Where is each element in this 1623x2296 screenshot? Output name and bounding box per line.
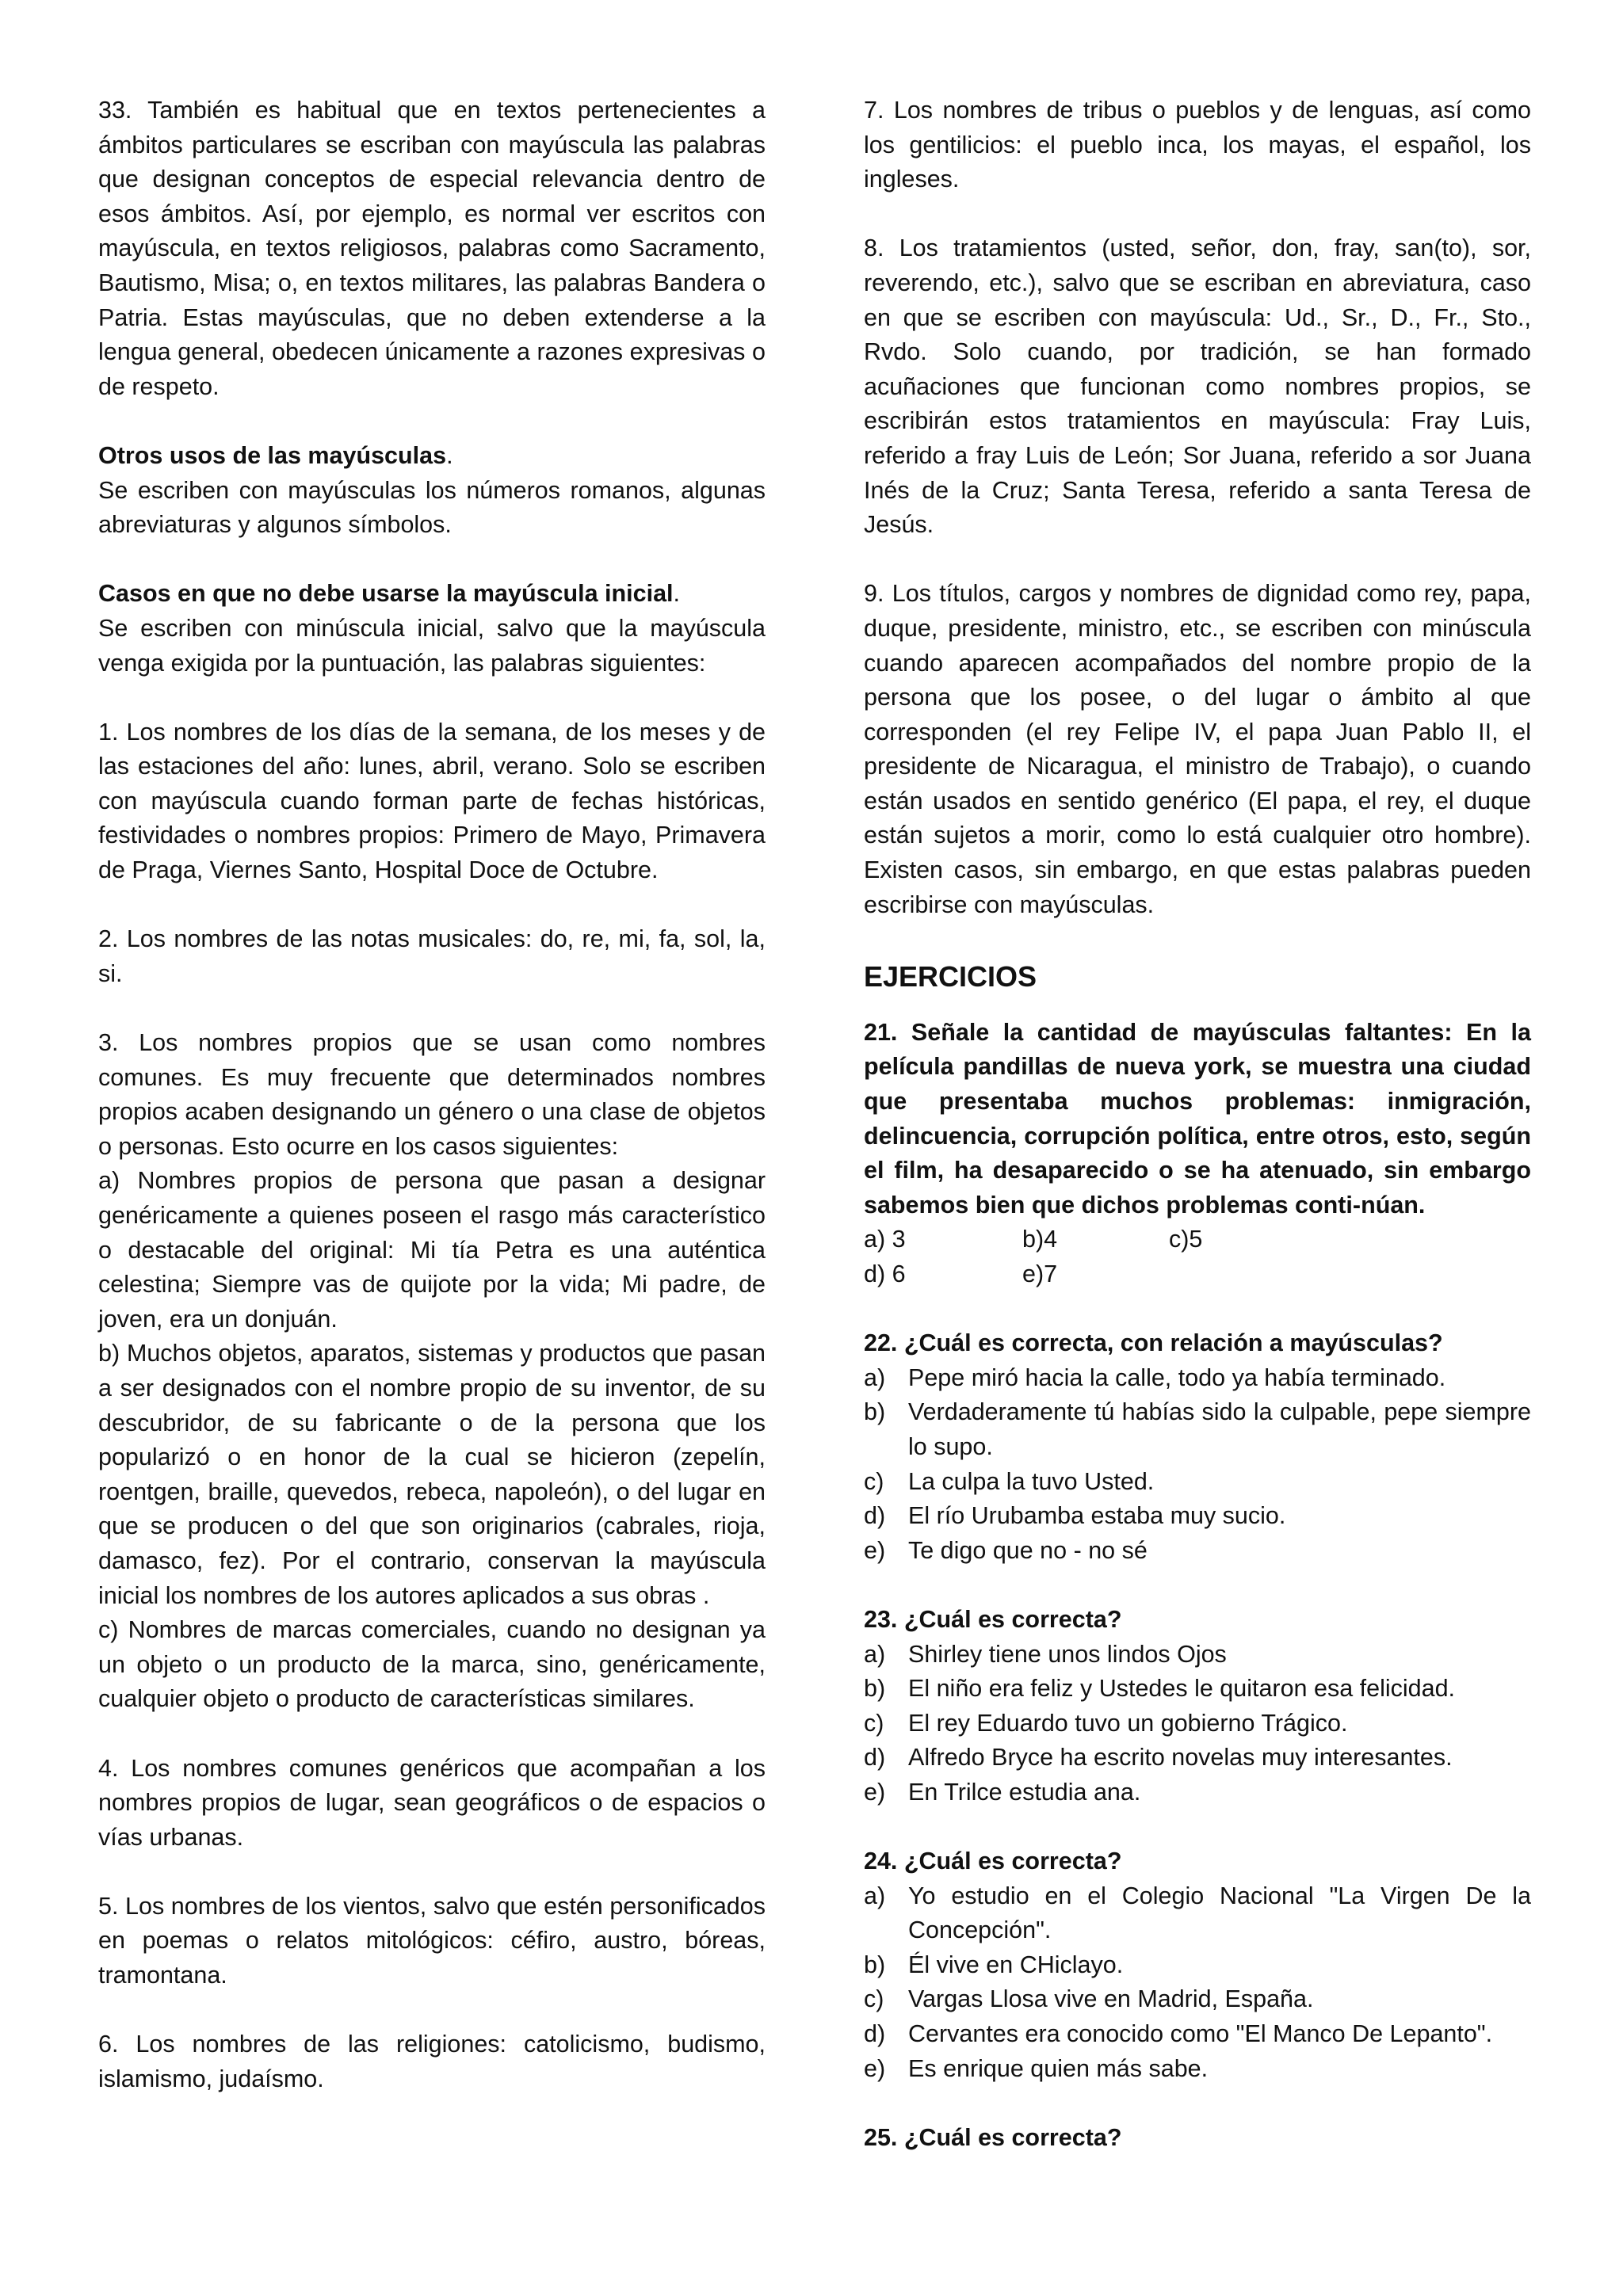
otros-usos-heading: Otros usos de las mayúsculas. [98,441,453,469]
item-3c: c) Nombres de marcas comerciales, cuando no designan ya un objeto o un producto de la marca, sino, genéricamente, cualquier objeto o producto de características similares. [98,1616,766,1713]
options-row-1 [864,1222,1531,1257]
option-a[interactable] [864,1879,1531,1948]
option-label: b) [864,1951,886,1978]
option-label: a) [864,1640,886,1668]
option-d[interactable] [864,2017,1531,2052]
question-21: 21. Señale la cantidad de mayúsculas faltantes: En la película pandillas de nueva york, se muestra una ciudad que presentaba muchos problemas: inmigración, delincuencia, corrupción política, entre otros, esto, según el film, ha desaparecido o se ha atenuado, sin embargo sabemos bien que dichos problemas conti-núan. [864,1018,1531,1219]
left-column [98,93,766,2131]
option-text: La culpa la tuvo Usted. [908,1467,1155,1495]
option-label: c) [864,1467,884,1495]
question-22: 22. ¿Cuál es correcta, con relación a mayúsculas? [864,1329,1443,1357]
options-row-2 [864,1257,1531,1292]
option-a[interactable] [864,1638,1531,1672]
option-d[interactable] [864,1741,1531,1775]
option-text: En Trilce estudia ana. [908,1778,1141,1806]
item-9: 9. Los títulos, cargos y nombres de dignidad como rey, papa, duque, presidente, ministro, etc., se escriben con minúscula cuando aparecen acompañados del nombre propio de la persona que los posee, o del lugar o ámbito al que corresponden (el rey Felipe IV, el papa Juan Pablo II, el presidente de Nicaragua, el ministro de Trabajo), o cuando están usados en sentido genérico (El papa, el rey, el duque están sujetos a morir, como lo está cualquier otro hombre). Existen casos, sin embargo, en que estas palabras pueden escribirse con mayúsculas. [864,580,1531,918]
option-text: El rey Eduardo tuvo un gobierno Trágico. [908,1709,1348,1737]
option-text: Él vive en CHiclayo. [908,1951,1124,1978]
option-label: a) [864,1882,886,1909]
option-label: e) [864,1778,886,1806]
option-label: c) [864,1985,884,2013]
option-c[interactable] [864,1707,1531,1741]
option-text: Te digo que no - no sé [908,1536,1148,1564]
option-c[interactable] [864,1465,1531,1500]
option-b[interactable] [864,1672,1531,1707]
option-text: Pepe miró hacia la calle, todo ya había terminado. [908,1363,1446,1391]
item-2: 2. Los nombres de las notas musicales: do, re, mi, fa, sol, la, si. [98,925,766,987]
option-text: Es enrique quien más sabe. [908,2054,1209,2082]
option-b[interactable] [864,1948,1531,1983]
ejercicios-heading: EJERCICIOS [864,959,1037,993]
option-e[interactable] [864,2052,1531,2087]
option-label: d) [864,1744,886,1772]
option-c[interactable]: c)5 [1169,1226,1203,1253]
option-a[interactable] [864,1361,1531,1396]
otros-usos-text: Se escriben con mayúsculas los números romanos, algunas abreviaturas y algunos símbolos. [98,476,766,539]
item-3b: b) Muchos objetos, aparatos, sistemas y productos que pasan a ser designados con el nombre propio de su inventor, de su descubridor, de su fabricante o de la persona que los popularizó o en honor de la cual se hicieron (zepelín, roentgen, braille, quevedos, rebeca, napoleón), o del lugar en que se producen o del que son originarios (cabrales, rioja, damasco, fez). Por el contrario, conservan la mayúscula inicial los nombres de los autores aplicados a sus obras . [98,1340,766,1609]
right-column [864,93,1531,2155]
option-label: d) [864,2020,886,2048]
item-5: 5. Los nombres de los vientos, salvo que estén personificados en poemas o relatos mitológicos: céfiro, austro, bóreas, tramontana. [98,1892,766,1989]
option-e[interactable] [864,1775,1531,1810]
otros-usos-title: Otros usos de las mayúsculas [98,441,447,469]
item-1: 1. Los nombres de los días de la semana, de los meses y de las estaciones del año: lunes, abril, verano. Solo se escriben con mayúscula cuando forman parte de fechas históricas, festividades o nombres propios: Primero de Mayo, Primavera de Praga, Viernes Santo, Hospital Doce de Octubre. [98,718,766,884]
option-text: Shirley tiene unos lindos Ojos [908,1640,1227,1668]
item-7: 7. Los nombres de tribus o pueblos y de lenguas, así como los gentilicios: el pueblo inca, los mayas, el español, los ingleses. [864,97,1531,193]
option-text: Vargas Llosa vive en Madrid, España. [908,1985,1314,2013]
option-label: b) [864,1398,886,1426]
item-4: 4. Los nombres comunes genéricos que acompañan a los nombres propios de lugar, sean geográficos o de espacios o vías urbanas. [98,1754,766,1851]
question-23: 23. ¿Cuál es correcta? [864,1605,1122,1633]
question-24-options [864,1879,1531,2087]
item-3: 3. Los nombres propios que se usan como nombres comunes. Es muy frecuente que determinados nombres propios acaben designando un género o una clase de objetos o personas. Esto ocurre en los casos siguientes: [98,1029,766,1160]
casos-title: Casos en que no debe usarse la mayúscula inicial [98,580,674,608]
item-8: 8. Los tratamientos (usted, señor, don, fray, san(to), sor, reverendo, etc.), salvo que se escriban en abreviatura, caso en que se escriben con mayúscula: Ud., Sr., D., Fr., Sto., Rvdo. Solo cuando, por tradición, se han formado acuñaciones que funcionan como nombres propios, se escribirán estos tratamientos en mayúscula: Fray Luis, referido a fray Luis de León; Sor Juana, referido a sor Juana Inés de la Cruz; Santa Teresa, referido a santa Teresa de Jesús. [864,235,1531,539]
item-3a: a) Nombres propios de persona que pasan a designar genéricamente a quienes poseen el rasgo más característico o destacable del original: Mi tía Petra es una auténtica celestina; Siempre vas de quijote por la vida; Mi padre, de joven, era un donjuán. [98,1167,766,1333]
option-text: Verdaderamente tú habías sido la culpable, pepe siempre lo supo. [908,1398,1531,1460]
option-b[interactable] [864,1395,1531,1464]
casos-heading: Casos en que no debe usarse la mayúscula inicial. [98,580,680,608]
option-e[interactable]: e)7 [1022,1261,1058,1287]
option-label: b) [864,1675,886,1703]
question-22-options [864,1361,1531,1569]
question-25: 25. ¿Cuál es correcta? [864,2123,1122,2151]
option-b[interactable]: b)4 [1022,1226,1058,1253]
option-text: Cervantes era conocido como "El Manco De Lepanto". [908,2020,1493,2048]
option-label: a) [864,1363,886,1391]
option-label: e) [864,1536,886,1564]
question-23-options [864,1638,1531,1810]
option-label: c) [864,1709,884,1737]
question-21-options [864,1222,1531,1291]
option-d[interactable]: d) 6 [864,1261,906,1287]
option-text: El río Urubamba estaba muy sucio. [908,1502,1286,1530]
casos-text: Se escriben con minúscula inicial, salvo que la mayúscula venga exigida por la puntuación, las palabras siguientes: [98,614,766,677]
option-e[interactable] [864,1534,1531,1569]
option-c[interactable] [864,1982,1531,2017]
option-text: El niño era feliz y Ustedes le quitaron esa felicidad. [908,1675,1456,1703]
option-d[interactable] [864,1499,1531,1534]
option-label: d) [864,1502,886,1530]
option-a[interactable]: a) 3 [864,1226,906,1253]
option-text: Alfredo Bryce ha escrito novelas muy interesantes. [908,1744,1453,1772]
option-label: e) [864,2054,886,2082]
paragraph-33: 33. También es habitual que en textos pertenecientes a ámbitos particulares se escriban con mayúscula las palabras que designan conceptos de especial relevancia dentro de esos ámbitos. Así, por ejemplo, es normal ver escritos con mayúscula, en textos religiosos, palabras como Sacramento, Bautismo, Misa; o, en textos militares, las palabras Bandera o Patria. Estas mayúsculas, que no deben extenderse a la lengua general, obedecen únicamente a razones expresivas o de respeto. [98,97,766,400]
option-text: Yo estudio en el Colegio Nacional "La Virgen De la Concepción". [908,1882,1531,1944]
question-24: 24. ¿Cuál es correcta? [864,1848,1122,1875]
item-6: 6. Los nombres de las religiones: catolicismo, budismo, islamismo, judaísmo. [98,2031,766,2092]
